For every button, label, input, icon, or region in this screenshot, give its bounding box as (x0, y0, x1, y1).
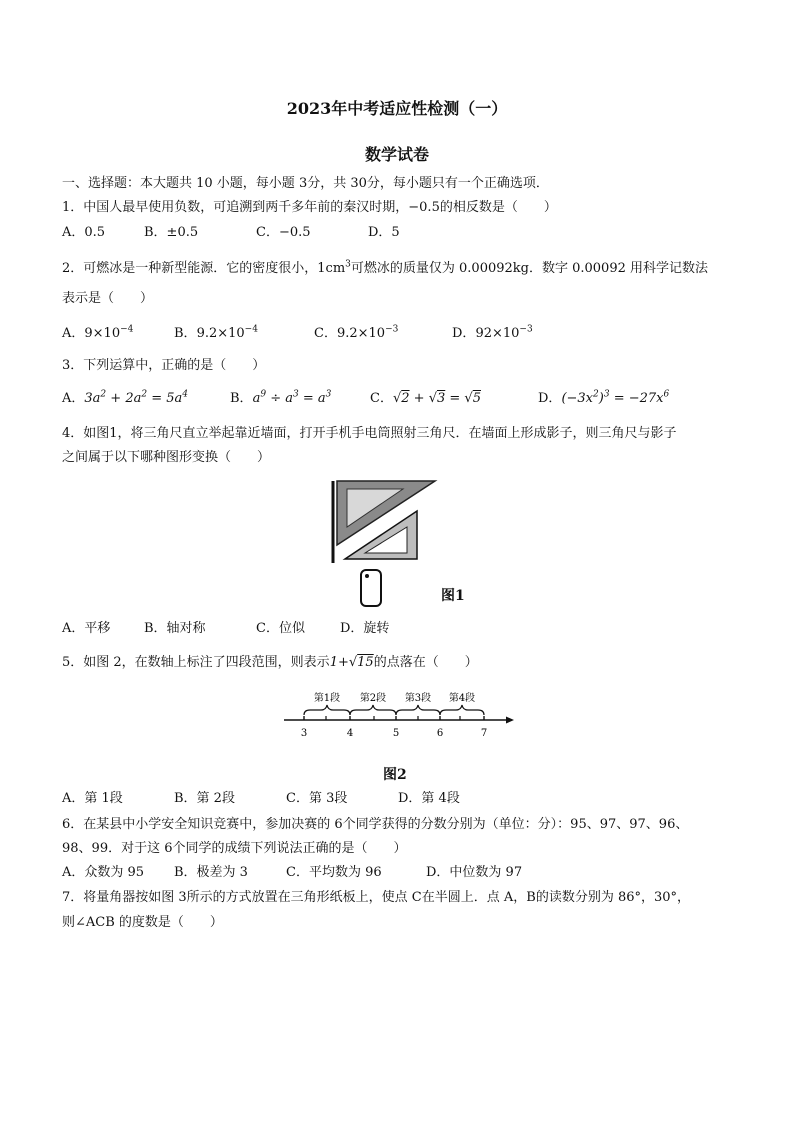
q4-option-c: C．位似 (256, 621, 305, 636)
q3-option-b: B．$a^9 \div a^3 = a^3$ (230, 389, 332, 406)
segment-1-brace (304, 705, 350, 715)
question-6-stem: 6．在某县中小学安全知识竞赛中，参加决赛的 6个同学获得的分数分别为（单位：分）：95、97、97、96、 (62, 817, 689, 832)
q5-option-d: D．第 4段 (398, 791, 460, 806)
q5-expression: 1+√15 (329, 655, 374, 670)
tick-label-5: 5 (392, 728, 400, 739)
question-3-stem: 3．下列运算中，正确的是（ ） (62, 358, 266, 373)
phone-icon (361, 570, 381, 606)
tick-label-7: 7 (480, 728, 488, 739)
q3-option-a: A．$3a^2 + 2a^2 = 5a^4$ (62, 389, 188, 406)
segment-3-label: 第3段 (404, 693, 432, 704)
q5-option-b: B．第 2段 (174, 791, 235, 806)
question-6-stem-line2: 98、99．对于这 6个同学的成绩下列说法正确的是（ ） (62, 841, 407, 856)
q5-stem-part1: 5．如图 2，在数轴上标注了四段范围，则表示 (62, 655, 330, 670)
phone-light-icon (365, 574, 369, 578)
q2-stem-part1: 2．可燃冰是一种新型能源．它的密度很小，1cm (62, 261, 346, 276)
axis-arrow-icon (506, 717, 514, 724)
section-heading: 一、选择题：本大题共 10 小题，每小题 3分，共 30分，每小题只有一个正确选项． (62, 176, 549, 191)
q6-option-c: C．平均数为 96 (286, 865, 382, 880)
q2-option-c: C．$9.2\times 10^{-3}$ (314, 324, 399, 341)
q2-stem-sup: 3 (345, 259, 351, 270)
question-1-options (62, 224, 400, 242)
tick-label-3: 3 (300, 728, 308, 739)
exam-subtitle: 数学试卷 (364, 145, 429, 164)
question-4-stem: 4．如图1，将三角尺直立举起靠近墙面，打开手机手电筒照射三角尺．在墙面上形成影子，则三角尺与影子 (62, 426, 677, 441)
q5-stem-part2: 的点落在（ ） (373, 655, 478, 670)
q6-option-b: B．极差为 3 (174, 865, 248, 880)
q6-option-a: A．众数为 95 (62, 865, 145, 880)
q4-option-d: D．旋转 (340, 621, 390, 636)
q1-option-d: D．5 (368, 225, 400, 240)
q2-option-b: B．$9.2\times 10^{-4}$ (174, 324, 258, 341)
q4-option-a: A．平移 (62, 621, 111, 636)
figure-2-label: 图2 (383, 767, 407, 783)
tick-label-6: 6 (436, 728, 444, 739)
question-6-options (62, 864, 522, 882)
segment-2-label: 第2段 (359, 693, 387, 704)
q1-option-c: C．−0.5 (256, 225, 311, 240)
segment-1-label: 第1段 (313, 693, 341, 704)
q4-option-b: B．轴对称 (144, 621, 206, 636)
question-2-stem (62, 260, 708, 278)
exam-title: 2023年中考适应性检测（一） (286, 99, 508, 118)
tick-label-4: 4 (346, 728, 354, 739)
question-5-stem (62, 654, 478, 672)
question-4-stem-line2: 之间属于以下哪种图形变换（ ） (62, 450, 271, 465)
figure-1-drawing (325, 475, 445, 610)
question-2-stem-line2: 表示是（ ） (62, 291, 154, 306)
figure-2-number-line (280, 688, 520, 740)
q2-stem-part2: 可燃冰的质量仅为 0.00092kg．数字 0.00092 用科学记数法 (350, 261, 709, 276)
q5-option-c: C．第 3段 (286, 791, 348, 806)
question-7-stem-line2: 则∠ACB 的度数是（ ） (62, 915, 223, 930)
segment-4-brace (440, 705, 484, 715)
q1-option-a: A．0.5 (62, 225, 106, 240)
question-1-stem: 1．中国人最早使用负数，可追溯到两千多年前的秦汉时期，−0.5的相反数是（ ） (62, 200, 557, 215)
q2-option-d: D．$92\times 10^{-3}$ (452, 324, 533, 341)
segment-4-label: 第4段 (448, 693, 476, 704)
q1-option-b: B．±0.5 (144, 225, 199, 240)
question-4-options (62, 620, 389, 638)
q6-option-d: D．中位数为 97 (426, 865, 523, 880)
q3-option-c: C．√2 + √3 = √5 (370, 391, 481, 406)
question-2-options (62, 325, 533, 343)
figure-1-label: 图1 (441, 588, 465, 604)
question-7-stem: 7．将量角器按如图 3所示的方式放置在三角形纸板上，使点 C在半圆上．点 A，B的读数分别为 86°，30°， (62, 890, 691, 905)
q3-option-d: D．$(-3x^2)^3 = -27x^6$ (538, 389, 670, 406)
segment-3-brace (396, 705, 440, 715)
question-5-options (62, 790, 460, 808)
question-3-options (62, 390, 669, 408)
q2-option-a: A．$9\times 10^{-4}$ (62, 324, 134, 341)
q5-option-a: A．第 1段 (62, 791, 123, 806)
segment-2-brace (350, 705, 396, 715)
